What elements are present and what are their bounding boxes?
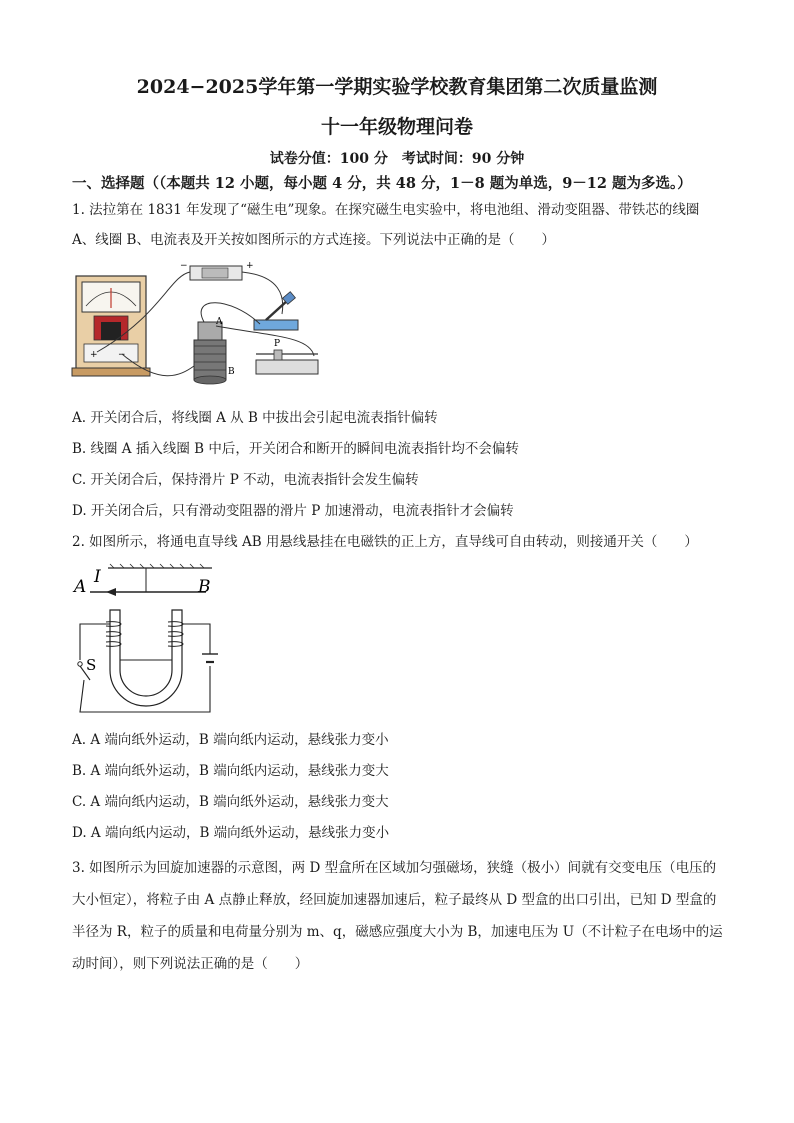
exam-meta: 试卷分值：100 分 考试时间：90 分钟	[269, 151, 525, 167]
svg-text:I: I	[94, 567, 101, 587]
q1-stem-line1: 1. 法拉第在 1831 年发现了“磁生电”现象。在探究磁生电实验中，将电池组、滑动变阻器、带铁芯的线圈	[72, 202, 700, 218]
q3-stem: 3. 如图所示为回旋加速器的示意图，两 D 型盒所在区域加匀强磁场，狭缝（极小）间就有交变电压（电压的大小恒定），将粒子由 A 点静止释放，经回旋加速器加速后，粒子最终从 D 型盒的出口引出，已知 D 型盒的半径为 R，粒子的质量和电荷量分别为 m、q，磁感应强度大小为 B，加速电压为 U（不计粒子在电场中的运动时间），则下列说法正确的是（ ）	[72, 860, 723, 972]
svg-text:A: A	[216, 317, 223, 327]
svg-text:−: −	[180, 261, 188, 271]
q2-stem: 2. 如图所示，将通电直导线 AB 用悬线悬挂在电磁铁的正上方，直导线可自由转动，则接通开关（ ）	[72, 534, 698, 550]
rheostat-icon	[256, 339, 318, 374]
svg-text:A: A	[74, 577, 87, 597]
exam-subtitle: 十一年级物理问卷	[320, 116, 473, 138]
q1-option-a: A. 开关闭合后，将线圈 A 从 B 中拔出会引起电流表指针偏转	[72, 410, 438, 426]
svg-text:+: +	[90, 350, 98, 360]
exam-title: 2024−2025学年第一学期实验学校教育集团第二次质量监测	[136, 76, 658, 98]
coil-icon	[194, 317, 235, 384]
svg-text:B: B	[228, 367, 235, 377]
svg-text:B: B	[198, 577, 211, 597]
q2-electromagnet-figure	[70, 562, 230, 718]
q1-option-b: B. 线圈 A 插入线圈 B 中后，开关闭合和断开的瞬间电流表指针均不会偏转	[72, 441, 519, 457]
q2-option-c: C. A 端向纸内运动，B 端向纸外运动，悬线张力变大	[72, 794, 389, 810]
battery-icon	[180, 261, 254, 280]
q2-option-d: D. A 端向纸内运动，B 端向纸外运动，悬线张力变小	[72, 825, 390, 841]
section-heading: 一、选择题（（本题共 12 小题，每小题 4 分，共 48 分，1－8 题为单选，9－12 题为多选。）	[72, 175, 692, 192]
q1-option-d: D. 开关闭合后，只有滑动变阻器的滑片 P 加速滑动，电流表指针才会偏转	[72, 503, 514, 519]
q1-circuit-figure	[70, 256, 330, 386]
svg-text:P: P	[274, 339, 281, 349]
q1-option-c: C. 开关闭合后，保持滑片 P 不动，电流表指针会发生偏转	[72, 472, 419, 488]
svg-text:−: −	[118, 350, 126, 360]
galvanometer-icon	[72, 276, 150, 376]
svg-text:S: S	[86, 656, 97, 674]
q2-option-a: A. A 端向纸外运动，B 端向纸内运动，悬线张力变小	[72, 732, 389, 748]
switch-icon	[254, 292, 298, 330]
q1-stem-line2: A、线圈 B、电流表及开关按如图所示的方式连接。下列说法中正确的是（ ）	[72, 232, 555, 248]
svg-text:+: +	[246, 261, 254, 271]
q2-option-b: B. A 端向纸外运动，B 端向纸内运动，悬线张力变大	[72, 763, 389, 779]
current-arrow-icon	[106, 588, 116, 596]
